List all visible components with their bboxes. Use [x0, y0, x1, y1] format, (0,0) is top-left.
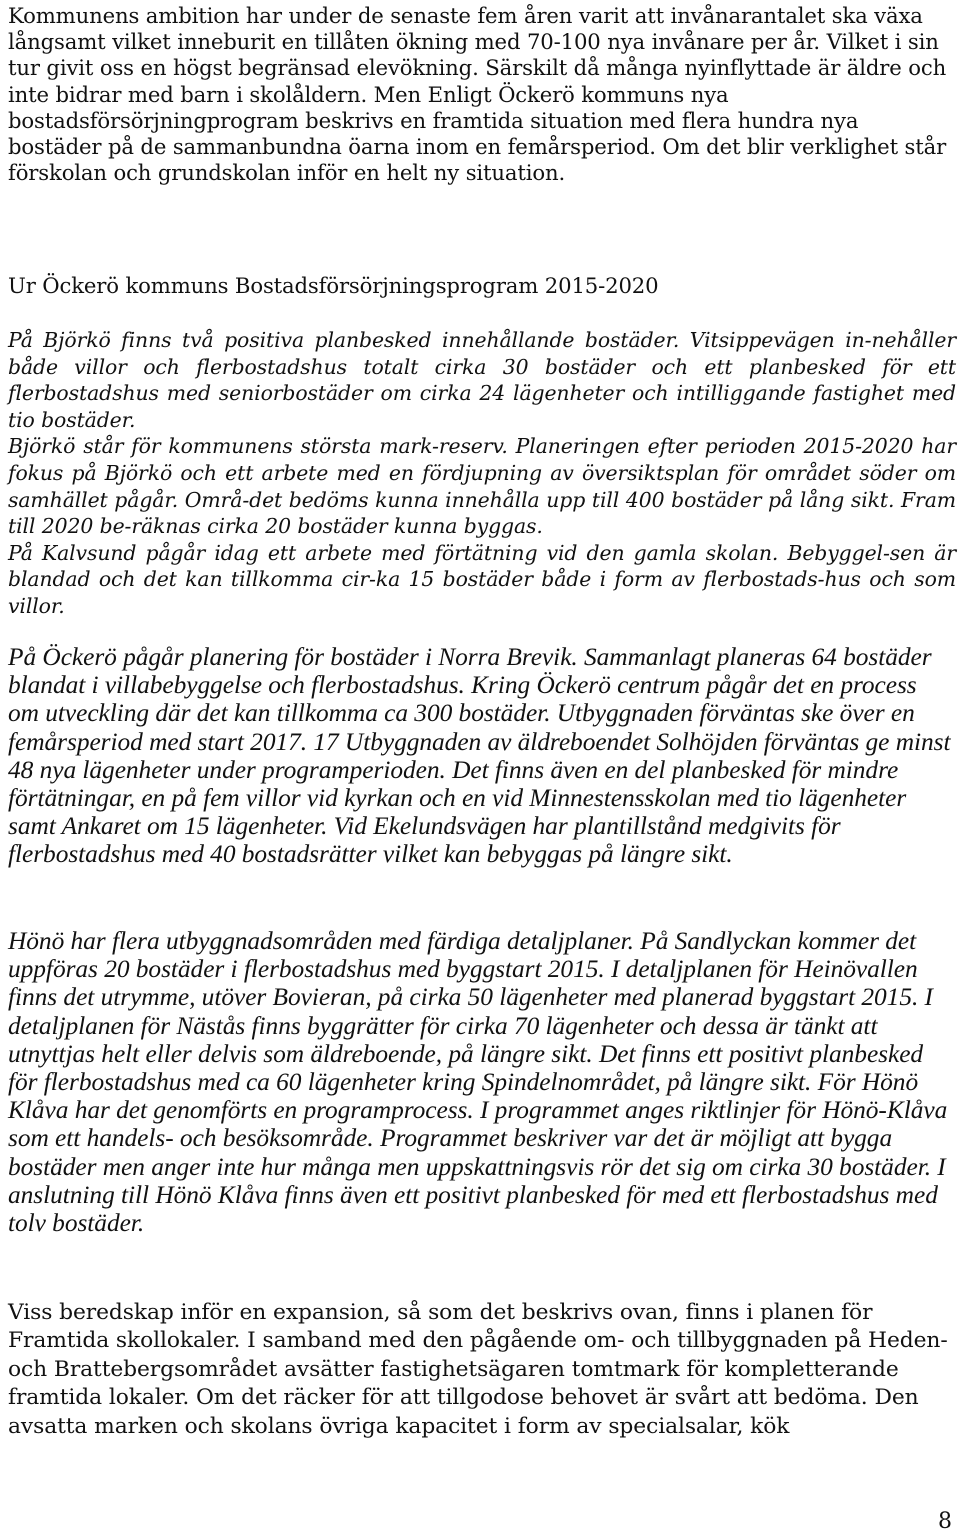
- program-quote: [8, 327, 956, 620]
- ockero-paragraph: På Öckerö pågår planering för bostäder i Norra Brevik. Sammanlagt planeras 64 bostäder blandat i villabebyggelse och flerbostadshus. Kring Öckerö centrum pågår det en process om utveckling där det kan tillkomma ca 300 bostäder. Utbyggnaden förväntas ske över en femårsperiod med start 2017. 17 Utbyggnaden av äldreboendet Solhöjden förväntas ge minst 48 nya lägenheter under programperioden. Det finns även en del planbesked för mindre förtätningar, en på fem villor vid kyrkan och en vid Minnestensskolan med tio lägenheter samt Ankaret om 15 lägenheter. Vid Ekelundsvägen har plantillstånd medgivits för flerbostadshus med 40 bostadsrätter vilket kan bebyggas på längre sikt.: [8, 643, 951, 869]
- quote-paragraph-bjorko-markreserv: Björkö står för kommunens största mark-reserv. Planeringen efter perioden 2015-2020 har fokus på Björkö och ett arbete med en fördjupning av översiktsplan för området söder om samhället pågår. Områ-det bedöms kunna innehålla upp till 400 bostäder på lång sikt. Fram till 2020 be-räknas cirka 20 bostäder kunna byggas.: [8, 434, 956, 539]
- page-number: 8: [938, 1509, 952, 1534]
- section-heading: Ur Öckerö kommuns Bostadsförsörjningsprogram 2015-2020: [8, 273, 659, 298]
- quote-paragraph-kalvsund: På Kalvsund pågår idag ett arbete med förtätning vid den gamla skolan. Bebyggel-sen är blandad och det kan tillkomma cir-ka 15 bostäder både i form av flerbostads-hus och som villor.: [8, 540, 956, 618]
- hono-paragraph: Hönö har flera utbyggnadsområden med färdiga detaljplaner. På Sandlyckan kommer det uppföras 20 bostäder i flerbostadshus med byggstart 2015. I detaljplanen för Heinövallen finns det utrymme, utöver Bovieran, på cirka 50 lägenheter med planerad byggstart 2015. I detaljplanen för Nästås finns byggrätter för cirka 70 lägenheter och dessa är tänkt att utnyttjas helt eller delvis som äldreboende, på längre sikt. Det finns ett positivt planbesked för flerbostadshus med ca 60 lägenheter kring Spindelnområdet, på längre sikt. För Hönö Klåva har det genomförts en programprocess. I programmet anges riktlinjer för Hönö-Klåva som ett handels- och besöksområde. Programmet beskriver var det är möjligt att bygga bostäder men anger inte hur många men uppskattningsvis rör det sig om cirka 30 bostäder. I anslutning till Hönö Klåva finns även ett positivt planbesked för med ett flerbostadshus med tolv bostäder.: [8, 927, 948, 1238]
- quote-paragraph-bjorko-planbesked: På Björkö finns två positiva planbesked innehållande bostäder. Vitsippevägen in-nehåller både villor och flerbostadshus totalt cirka 30 bostäder och ett planbesked för ett flerbostadshus med seniorbostäder om cirka 24 lägenheter och intilliggande fastighet med tio bostäder.: [8, 328, 956, 432]
- beredskap-paragraph: Viss beredskap inför en expansion, så som det beskrivs ovan, finns i planen för Framtida skollokaler. I samband med den pågående om- och tillbyggnaden på Heden- och Brattebergsområdet avsätter fastighetsägaren tomtmark för kompletterande framtida lokaler. Om det räcker för att tillgodose behovet är svårt att bedöma. Den avsatta marken och skolans övriga kapacitet i form av specialsalar, kök: [8, 1300, 948, 1439]
- intro-paragraph: Kommunens ambition har under de senaste fem åren varit att invånarantalet ska växa långsamt vilket inneburit en tillåten ökning med 70-100 nya invånare per år. Vilket i sin tur givit oss en högst begränsad elevökning. Särskilt då många nyinflyttade är äldre och inte bidrar med barn i skolåldern. Men Enligt Öckerö kommuns nya bostadsförsörjningprogram beskrivs en framtida situation med flera hundra nya bostäder på de sammanbundna öarna inom en femårsperiod. Om det blir verklighet står förskolan och grundskolan inför en helt ny situation.: [8, 3, 947, 186]
